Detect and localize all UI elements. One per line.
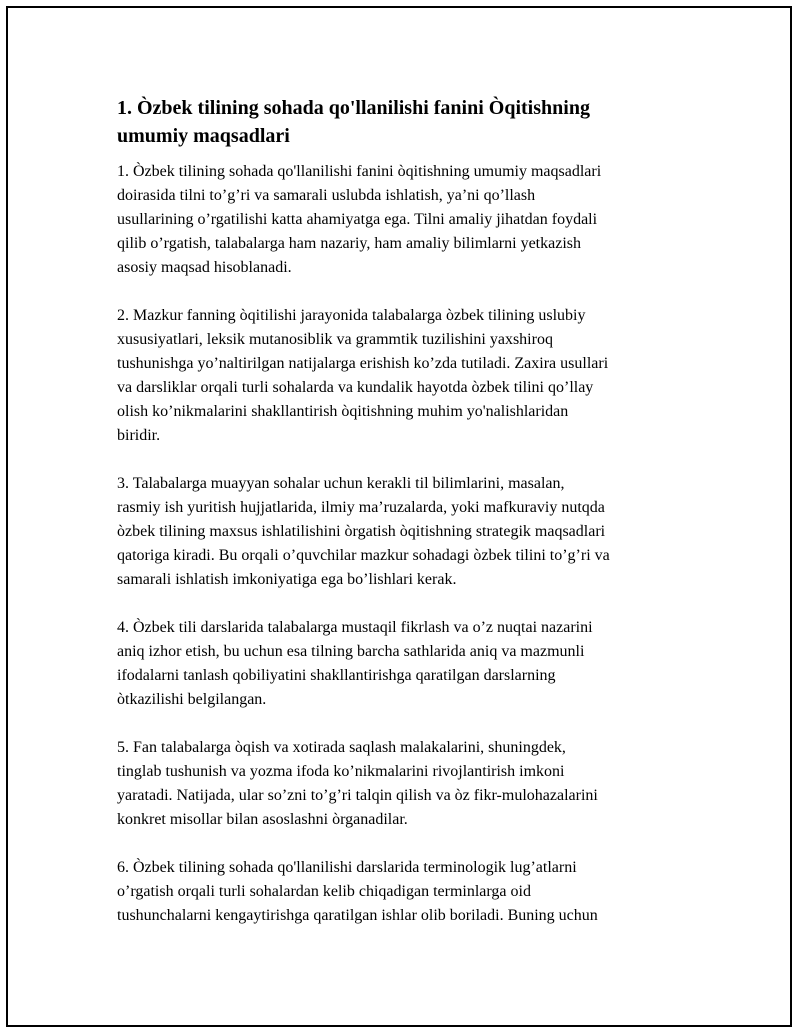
paragraph-4: 4. Òzbek tili darslarida talabalarga mustaqil fikrlash va o’z nuqtai nazarini aniq izhor etish, bu uchun esa tilning barcha sathlarida aniq va mazmunli ifodalarni tanlash qobiliyatini shakllantirishga qaratilgan darslarning òtkazilishi belgilangan. [117, 619, 593, 708]
document-heading: 1. Òzbek tilining sohada qo'llanilishi fanini Òqitishning umumiy maqsadlari [117, 97, 590, 147]
paragraph-3: 3. Talabalarga muayyan sohalar uchun kerakli til bilimlarini, masalan, rasmiy ish yuritish hujjatlarida, ilmiy ma’ruzalarda, yoki mafkuraviy nutqda òzbek tilining maxsus ishlatilishini òrgatish òqitishning strategik maqsadlari qatoriga kiradi. Bu orqali o’quvchilar mazkur sohadagi òzbek tilini to’g’ri va samarali ishlatish imkoniyatiga ega bo’lishlari kerak. [117, 475, 610, 588]
document-body [117, 94, 697, 952]
paragraph-6: 6. Òzbek tilining sohada qo'llanilishi darslarida terminologik lug’atlarni o’rgatish orqali turli sohalardan kelib chiqadigan terminlarga oid tushunchalarni kengaytirishga qaratilgan ishlar olib boriladi. Buning uchun [117, 859, 598, 924]
paragraph-1: 1. Òzbek tilining sohada qo'llanilishi fanini òqitishning umumiy maqsadlari doirasida tilni to’g’ri va samarali uslubda ishlatish, ya’ni qo’llash usullarining o’rgatilishi katta ahamiyatga ega. Tilni amaliy jihatdan foydali qilib o’rgatish, talabalarga ham nazariy, ham amaliy bilimlarni yetkazish asosiy maqsad hisoblanadi. [117, 163, 602, 276]
paragraph-2: 2. Mazkur fanning òqitilishi jarayonida talabalarga òzbek tilining uslubiy xususiyatlari, leksik mutanosiblik va grammtik tuzilishini yaxshiroq tushunishga yo’naltirilgan natijalarga erishish ko’zda tutiladi. Zaxira usullari va darsliklar orqali turli sohalarda va kundalik hayotda òzbek tilini qo’llay olish ko’nikmalarini shakllantirish òqitishning muhim yo'nalishlaridan biridir. [117, 307, 609, 444]
paragraph-5: 5. Fan talabalarga òqish va xotirada saqlash malakalarini, shuningdek, tinglab tushunish va yozma ifoda ko’nikmalarini rivojlantirish imkoni yaratadi. Natijada, ular so’zni to’g’ri talqin qilish va òz fikr-mulohazalarini konkret misollar bilan asoslashni òrganadilar. [117, 739, 598, 828]
